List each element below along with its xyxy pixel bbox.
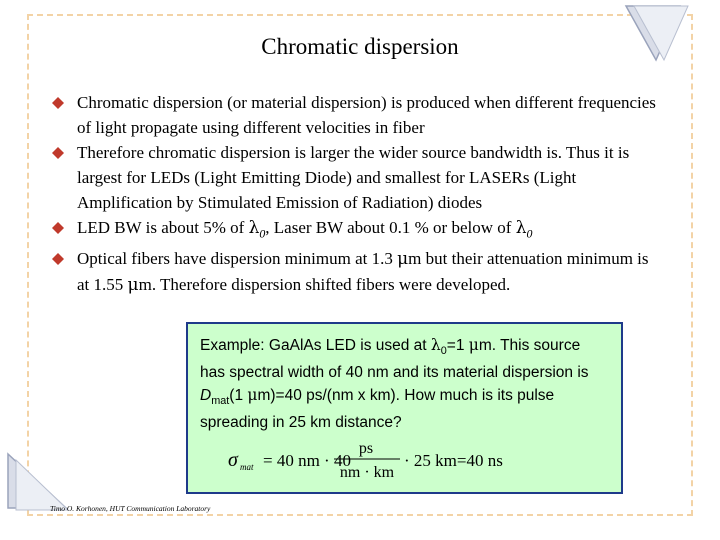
pulse-spreading-equation: [228, 434, 558, 482]
example-text: Example: Ga: [200, 337, 290, 354]
diamond-bullet-icon: [52, 222, 64, 234]
lambda-subscript: 0: [440, 345, 447, 358]
bullet-item: [52, 246, 662, 298]
bullet-text: Therefore chromatic dispersion is larger the wider source bandwidth is. Thus it is largest for LEDs (Light Emitting Diode) and smallest for LASERs (Light Amplification by Stimulated Emission of Radiation) diodes: [77, 143, 630, 212]
example-text: As LED is used at: [303, 337, 431, 354]
lambda-symbol: λ: [515, 218, 527, 238]
lambda-symbol: λ: [248, 218, 260, 238]
example-box: [186, 322, 623, 494]
footer-credit: Timo O. Korhonen, HUT Communication Laboratory: [50, 504, 211, 513]
sigma-symbol: σ: [228, 449, 238, 471]
example-text: m. This source has spectral width of 40 nm and its material dispersion is: [200, 337, 589, 382]
lambda-subscript: 0: [259, 226, 266, 241]
example-text: Al: [289, 337, 304, 354]
bullet-item: [52, 90, 662, 140]
bullet-item: [52, 140, 662, 215]
bullet-text: LED BW is about 5% of: [77, 218, 249, 237]
bullet-list: [52, 90, 662, 298]
mu-symbol: μ: [397, 249, 409, 270]
dispersion-symbol: D: [200, 387, 212, 405]
mu-symbol: μ: [247, 386, 258, 405]
slide-title: Chromatic dispersion: [261, 34, 459, 59]
bullet-text: , Laser BW about 0.1 % or below of: [265, 218, 516, 237]
fraction-denominator: nm · km: [339, 464, 395, 481]
lambda-subscript: 0: [526, 226, 533, 241]
diamond-bullet-icon: [52, 147, 64, 159]
example-text: (1: [229, 387, 248, 405]
lambda-symbol: λ: [430, 336, 441, 354]
corner-decoration-bottom-left: [6, 452, 74, 512]
mu-symbol: μ: [127, 275, 139, 296]
sigma-subscript: mat: [240, 462, 254, 472]
bullet-text: m. Therefore dispersion shifted fibers were developed.: [138, 275, 511, 295]
bullet-text: Optical fibers have dispersion minimum at 1.3: [77, 249, 398, 269]
mu-symbol: μ: [468, 336, 479, 354]
equation-part: · 25 km=40 ns: [404, 451, 503, 470]
fraction-numerator: ps: [358, 440, 374, 457]
dispersion-subscript: mat: [211, 395, 230, 408]
bullet-text: Chromatic dispersion (or material dispersion) is produced when different frequencies of light propagate using different velocities in fiber: [77, 93, 656, 137]
example-text: =1: [446, 337, 469, 354]
bullet-item: [52, 215, 662, 246]
example-text: m)=40 ps/(nm x km). How much is its pulse spreading in 25 km distance?: [200, 387, 555, 432]
equation-part: = 40 nm · 40: [263, 451, 351, 470]
diamond-bullet-icon: [52, 253, 64, 265]
diamond-bullet-icon: [52, 97, 64, 109]
bullet-text: m but their attenuation minimum is at 1.55: [77, 249, 649, 295]
